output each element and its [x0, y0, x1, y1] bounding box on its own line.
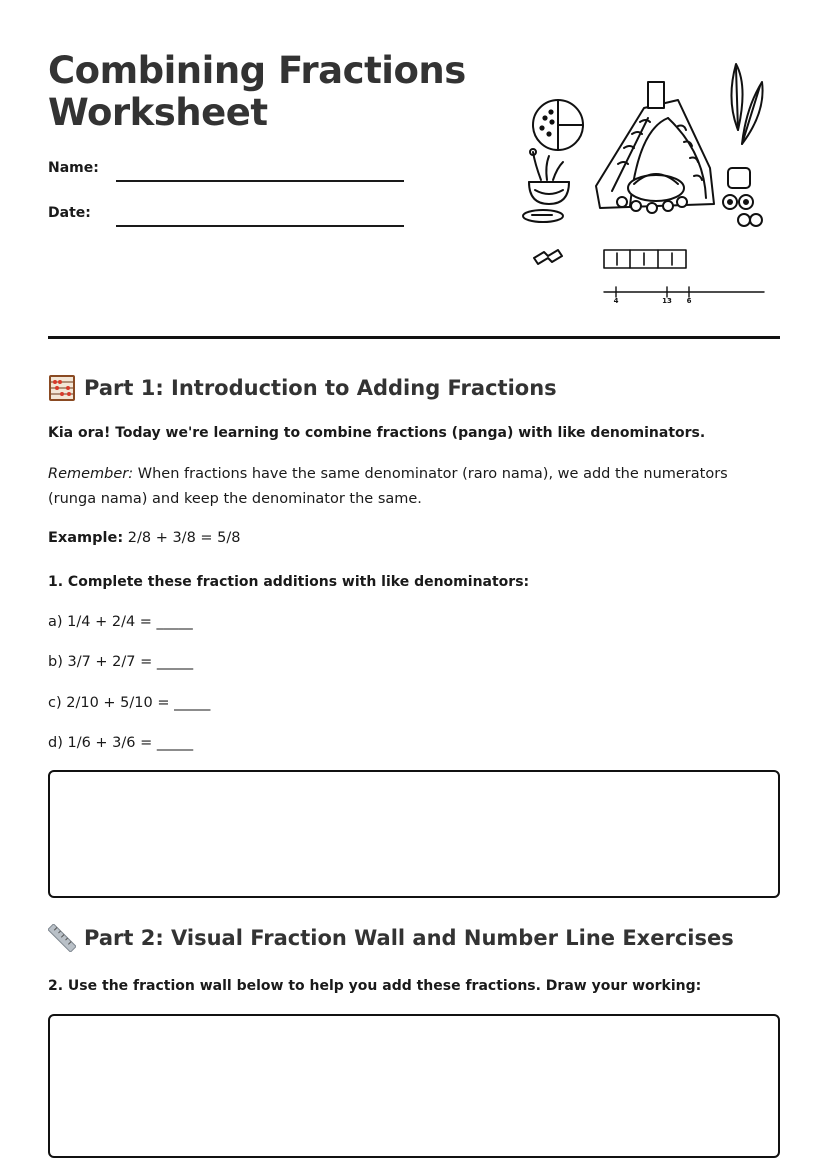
question-2: 2. Use the fraction wall below to help you add these fractions. Draw your working:: [48, 978, 702, 994]
question-1: 1. Complete these fraction additions with like denominators:: [48, 574, 530, 590]
fraction-pie-icon: [533, 100, 583, 150]
title-line-2: Worksheet: [48, 91, 268, 134]
exercise-item: d) 1/6 + 3/6 = _____: [48, 735, 194, 751]
remember-label: Remember:: [48, 466, 134, 482]
date-field[interactable]: [116, 225, 404, 227]
worksheet-title: [48, 50, 466, 134]
shelter-icon: [596, 82, 714, 213]
number-line-tick-label: 13: [662, 297, 672, 305]
example-label: Example:: [48, 530, 124, 546]
header-divider: [48, 336, 780, 339]
header-illustration: [518, 56, 780, 316]
part1-heading: [48, 374, 557, 402]
feathers-icon: [723, 64, 763, 226]
ruler-icon: [48, 924, 76, 952]
working-box-2[interactable]: [48, 1014, 780, 1158]
number-line-tick-label: 4: [613, 297, 619, 305]
example-line: [48, 526, 780, 551]
fraction-symbol-icon: [534, 250, 562, 264]
abacus-icon: [48, 374, 76, 402]
remember-text: When fractions have the same denominator (raro nama), we add the numerators (runga nama) and keep the denominator the same.: [48, 466, 728, 507]
date-label: Date:: [48, 205, 91, 221]
name-label: Name:: [48, 160, 99, 176]
dish-icon: [523, 210, 563, 222]
fraction-bar-icon: [604, 250, 686, 268]
exercise-item: a) 1/4 + 2/4 = _____: [48, 614, 193, 630]
title-line-1: Combining Fractions: [48, 49, 466, 92]
basket-icon: [529, 149, 569, 204]
part1-heading-text: Part 1: Introduction to Adding Fractions: [84, 376, 557, 400]
exercise-item: c) 2/10 + 5/10 = _____: [48, 695, 211, 711]
part1-intro: Kia ora! Today we're learning to combine fractions (panga) with like denominators.: [48, 425, 706, 441]
remember-note: [48, 462, 778, 512]
example-text: 2/8 + 3/8 = 5/8: [123, 530, 241, 546]
number-line-tick-label: 6: [686, 297, 692, 305]
working-box-1[interactable]: [48, 770, 780, 898]
part2-heading: [48, 924, 734, 952]
name-field[interactable]: [116, 180, 404, 182]
exercise-item: b) 3/7 + 2/7 = _____: [48, 654, 194, 670]
number-line: [604, 287, 764, 297]
part2-heading-text: Part 2: Visual Fraction Wall and Number Line Exercises: [84, 926, 734, 950]
